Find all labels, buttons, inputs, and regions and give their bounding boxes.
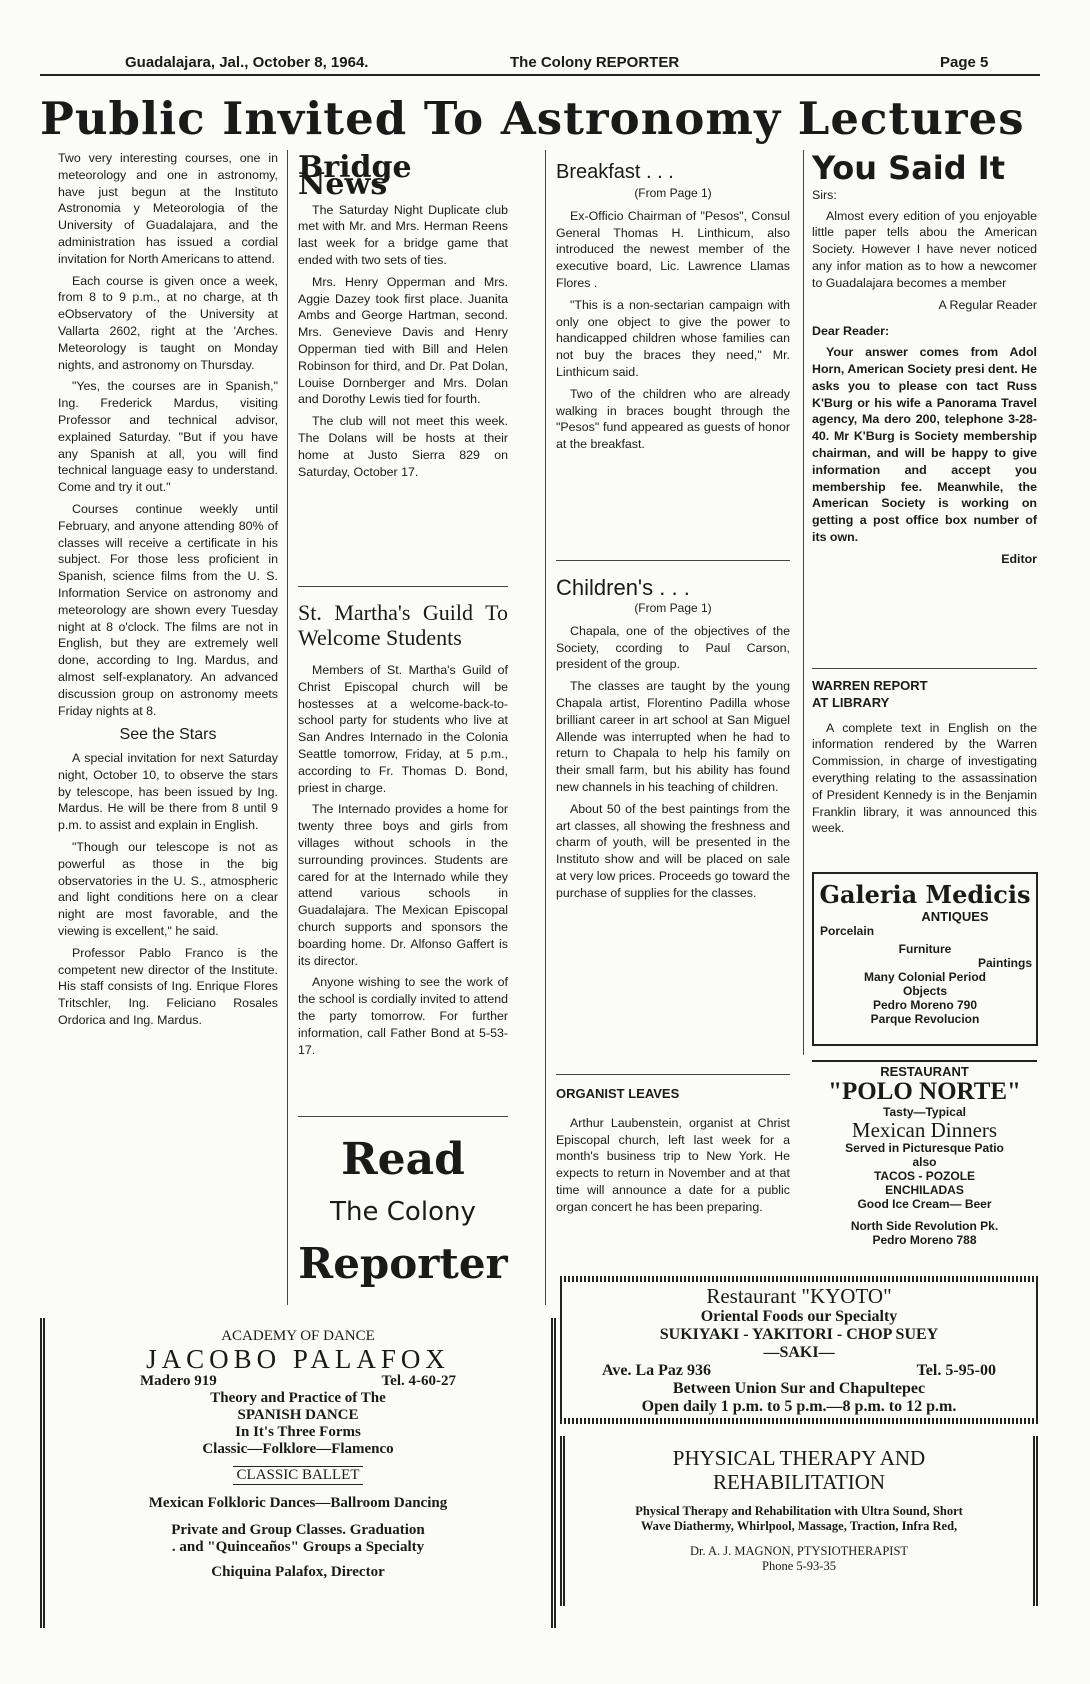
dance-types: Classic—Folklore—Flamenco — [202, 1441, 394, 1457]
kyoto-dishes: SUKIYAKI - YAKITORI - CHOP SUEY — [659, 1326, 939, 1343]
article-paragraph: Professor Pablo Franco is the competent new director of the Institute. His staff consists of Ing. Enrique Flores Tritschler, Ing. Feliciano Rosales Ordorica and Ing. Mardus. — [58, 945, 278, 1028]
dance-folkloric: Mexican Folkloric Dances—Ballroom Dancing — [148, 1495, 448, 1511]
from-page-label: (From Page 1) — [634, 601, 712, 615]
article-paragraph: Ex-Officio Chairman of "Pesos", Consul General Thomas H. Linthicum, also introduced the newest member of the executive board, Lic. Lawrence Llamas Flores . — [556, 208, 790, 290]
bridge-news — [298, 150, 508, 485]
breakfast-title: Breakfast . . . — [556, 161, 674, 183]
letter-text: Almost every edition of you enjoyable little paper tells abou the American Society. However I have never noticed any infor mation as to how a newcomer to Guadalajara becomes a member — [812, 208, 1037, 290]
divider — [556, 560, 790, 561]
article-paragraph: Chapala, one of the objectives of the Society, ccording to Paul Carson, president of the group. — [556, 623, 790, 672]
st-martha-article — [298, 600, 508, 1063]
galeria-antiques: ANTIQUES — [921, 909, 989, 924]
read-promo — [298, 1130, 508, 1294]
therapy-line2: Wave Diathermy, Whirlpool, Massage, Traction, Infra Red, — [640, 1519, 958, 1533]
galeria-paintings: Paintings — [977, 956, 1032, 970]
polo-label: RESTAURANT — [880, 1064, 969, 1079]
galeria-period: Many Colonial Period — [863, 970, 986, 984]
column-divider — [545, 150, 546, 1305]
polo-also: also — [912, 1155, 937, 1169]
article-paragraph: "This is a non-sectarian campaign with only one object to give the power to handicapped children whose families can not buy the braces they need," Mr. Linthicum said. — [556, 297, 790, 379]
divider — [298, 1116, 508, 1117]
bridge-news-title: Bridge News — [298, 150, 412, 202]
article-paragraph: Two very interesting courses, one in meteorology and one in astronomy, have just begun at the Instituto Astronomia y Meteorologia of the University of Guadalajara, and the administration has issued a cordial invitation for North Americans to attend. — [58, 151, 278, 266]
promo-reporter: Reporter — [298, 1239, 508, 1288]
warren-subtitle: AT LIBRARY — [812, 694, 890, 710]
polo-dinners: Mexican Dinners — [851, 1118, 998, 1142]
dance-quince: . and "Quinceaños" Groups a Specialty — [171, 1539, 425, 1555]
kyoto-address: Ave. La Paz 936 — [602, 1362, 712, 1379]
dance-forms: In It's Three Forms — [235, 1424, 361, 1440]
promo-colony: The Colony — [330, 1197, 476, 1227]
column-divider — [803, 150, 804, 1055]
dance-theory: Theory and Practice of The — [210, 1390, 386, 1406]
divider — [812, 668, 1037, 669]
article-paragraph: Mrs. Henry Opperman and Mrs. Aggie Dazey took first place. Juanita Ambs and George Hartman, second. Mrs. Genevieve Davis and Henry Opperman tied with Bill and Helen Robinson for third, and Dr. Pat Dolan, Louise Dornberger and Mrs. Dolan and Dorothy Lewis tied for fourth. — [298, 274, 508, 407]
galeria-address: Pedro Moreno 790 — [872, 998, 978, 1012]
editor-signature: Editor — [1001, 551, 1037, 566]
childrens-title: Children's . . . — [556, 575, 690, 600]
subheading-see-stars: See the Stars — [119, 726, 217, 744]
dotted-border — [560, 1418, 1038, 1424]
st-martha-title: St. Martha's Guild To Welcome Students — [298, 600, 508, 650]
dance-director: Chiquina Palafox, Director — [211, 1564, 385, 1580]
therapy-title: PHYSICAL THERAPY AND — [672, 1446, 926, 1470]
galeria-name: Galeria Medicis — [819, 880, 1031, 909]
kyoto-tel: Tel. 5-95-00 — [916, 1362, 996, 1379]
article-paragraph: The Internado provides a home for twenty three boys and girls from villages without schools in the surrounding provinces. Students are cared for at the Internado while they attend various schools in Guadalajara. The Mexican Episcopal church supports and sponsors the boarding home. Dr. Alfonso Gaffert is its director. — [298, 802, 508, 968]
article-paragraph: Members of St. Martha's Guild of Christ Episcopal church will be hostesses at a welcome-back-to-school party for students who live at San Andres Internado in the Colonia Seattle tomorrow, Friday, at 5 p.m., according to Fr. Thomas D. Bond, priest in charge. — [298, 663, 508, 795]
article-paragraph: The club will not meet this week. The Dolans will be hosts at their home at Justo Sierra 829 on Saturday, October 17. — [298, 414, 508, 479]
polo-served: Served in Picturesque Patio — [845, 1141, 1004, 1155]
organist-article — [556, 1086, 790, 1221]
galeria-porcelain: Porcelain — [820, 924, 875, 938]
therapy-doctor: Dr. A. J. MAGNON, PTYSIOTHERAPIST — [689, 1544, 909, 1558]
answer-text: Your answer comes from Adol Horn, American Society presi dent. He asks you to please con tact Russ K'Burg or his wife a Panorama Travel agency, Ma dero 200, telephone 3-28-40. Mr K'Burg is Society membership chairman, and will be happy to give information and accept you membership fee. Meanwhile, the American Society is working on getting a post office box number of its own. — [812, 345, 1037, 544]
article-paragraph: A complete text in English on the information rendered by the Warren Commission, in charge of investigating everything relating to the assassination of President Kennedy is in the Benjamin Franklin library, it was announced this week. — [812, 720, 1037, 836]
dance-academy-ad — [40, 1318, 556, 1628]
article-paragraph: Two of the children who are already walking in braces bought through the "Pesos" fund appeared as guests of honor at the breakfast. — [556, 386, 790, 452]
warren-report — [812, 678, 1037, 842]
galeria-objects: Objects — [902, 984, 947, 998]
article-paragraph: The Saturday Night Duplicate club met with Mr. and Mrs. Herman Reens last week for a bridge game that ended with two sets of ties. — [298, 202, 508, 267]
from-page-label: (From Page 1) — [634, 186, 712, 200]
kyoto-name: Restaurant "KYOTO" — [706, 1284, 892, 1308]
galeria-park: Parque Revolucion — [870, 1012, 980, 1026]
main-headline: Public Invited To Astronomy Lectures — [40, 92, 1025, 145]
article-paragraph: "Yes, the courses are in Spanish," Ing. Frederick Mardus, visiting Professor and technical advisor, explained Saturday. "But if you have any Spanish at all, you will find technical language easy to understand. Come and try it out." — [58, 379, 278, 495]
divider — [556, 1074, 790, 1075]
column-divider — [287, 150, 288, 1305]
polo-icecream: Good Ice Cream— Beer — [857, 1197, 992, 1211]
breakfast-article — [556, 160, 790, 458]
article-paragraph: A special invitation for next Saturday night, October 10, to observe the stars by telescope, has been issued by Ing. Mardus. He will be there from 8 until 9 p.m. to assist and explain in English. — [58, 751, 278, 833]
kyoto-between: Between Union Sur and Chapultepec — [672, 1380, 926, 1397]
dance-label: ACADEMY OF DANCE — [221, 1328, 375, 1344]
masthead — [40, 52, 1040, 76]
polo-tasty: Tasty—Typical — [883, 1105, 966, 1119]
article-paragraph: The classes are taught by the young Chapala artist, Florentino Padilla whose brilliant career in art school at San Miguel Allende was interrupted when he had to return to Chapala to help his family on their small farm, but his ability has found new channels in his teaching of children. — [556, 679, 790, 794]
dance-address: Madero 919 — [140, 1373, 217, 1389]
page-number: Page 5 — [940, 54, 989, 71]
you-said-it — [812, 149, 1037, 568]
therapy-line1: Physical Therapy and Rehabilitation with Ultra Sound, Short — [635, 1504, 963, 1518]
article-paragraph: About 50 of the best paintings from the art classes, all showing the freshness and charm of youth, will be presented in the Instituto show and will be placed on sale at very low prices. Proceeds go toward the purchase of supplies for the classes. — [556, 801, 790, 900]
you-said-it-title: You Said It — [812, 149, 1005, 187]
dance-ballet: CLASSIC BALLET — [233, 1466, 364, 1485]
kyoto-saki: —SAKI— — [763, 1344, 835, 1361]
salutation: Sirs: — [812, 187, 837, 202]
dance-tel: Tel. 4-60-27 — [381, 1373, 456, 1389]
dance-private: Private and Group Classes. Graduation — [171, 1522, 425, 1538]
organist-title: ORGANIST LEAVES — [556, 1086, 680, 1101]
promo-read: Read — [341, 1134, 465, 1185]
polo-name: "POLO NORTE" — [828, 1078, 1021, 1105]
polo-tacos: TACOS - POZOLE — [873, 1169, 976, 1183]
astronomy-article — [58, 150, 278, 1034]
polo-address: Pedro Moreno 788 — [872, 1233, 977, 1247]
letter-signature: A Regular Reader — [938, 297, 1037, 312]
polo-enchiladas: ENCHILADAS — [885, 1183, 964, 1197]
polo-norte-ad — [812, 1060, 1037, 1247]
paper-name: The Colony REPORTER — [510, 54, 680, 71]
therapy-phone: Phone 5-93-35 — [762, 1559, 836, 1573]
kyoto-ad — [560, 1276, 1038, 1424]
article-paragraph: Anyone wishing to see the work of the school is cordially invited to attend the party tomorrow. For further information, call Father Bond at 5-53-17. — [298, 975, 508, 1057]
dance-name: JACOBO PALAFOX — [146, 1344, 450, 1374]
galeria-furniture: Furniture — [898, 942, 952, 956]
warren-title: WARREN REPORT — [812, 678, 928, 693]
article-paragraph: Courses continue weekly until February, and anyone attending 80% of classes will receive a certificate in his subject. For those less proficient in Spanish, science films from the U. S. Information Service on astronomy and meteorology are shown every Tuesday night at 8 o'clock. The films are not in English, but they are extremely well done, according to Ing. Mardus, and almost self-explanatory. An advanced discussion group on astronomy meets Friday nights at 8. — [58, 501, 278, 718]
article-paragraph: Each course is given once a week, from 8 to 9 p.m., at no charge, at th eObservatory of the University at Vallarta 2602, right at the 'Arches. Meteorology is taught on Monday nights, and astronomy on Thursday. — [58, 273, 278, 372]
divider — [298, 586, 508, 587]
dance-spanish: SPANISH DANCE — [237, 1407, 359, 1423]
dateline: Guadalajara, Jal., October 8, 1964. — [125, 54, 369, 71]
kyoto-specialty: Oriental Foods our Specialty — [700, 1308, 898, 1325]
polo-side: North Side Revolution Pk. — [850, 1219, 999, 1233]
article-paragraph: "Though our telescope is not as powerful as those in the big observatories in the U. S., atmospheric and light conditions here on a clear night are most favorable, and the viewing is excellent," he said. — [58, 840, 278, 939]
galeria-ad — [812, 872, 1038, 1046]
dear-reader: Dear Reader: — [812, 324, 890, 339]
therapy-subtitle: REHABILITATION — [712, 1470, 886, 1494]
physical-therapy-ad — [560, 1436, 1038, 1606]
childrens-article — [556, 575, 790, 907]
kyoto-hours: Open daily 1 p.m. to 5 p.m.—8 p.m. to 12 p.m. — [641, 1398, 957, 1415]
article-paragraph: Arthur Laubenstein, organist at Christ Episcopal church, left last week for a month's business trip to New York. He expects to return in November and at that time will announce a date for a public organ concert he has been preparing. — [556, 1115, 790, 1214]
